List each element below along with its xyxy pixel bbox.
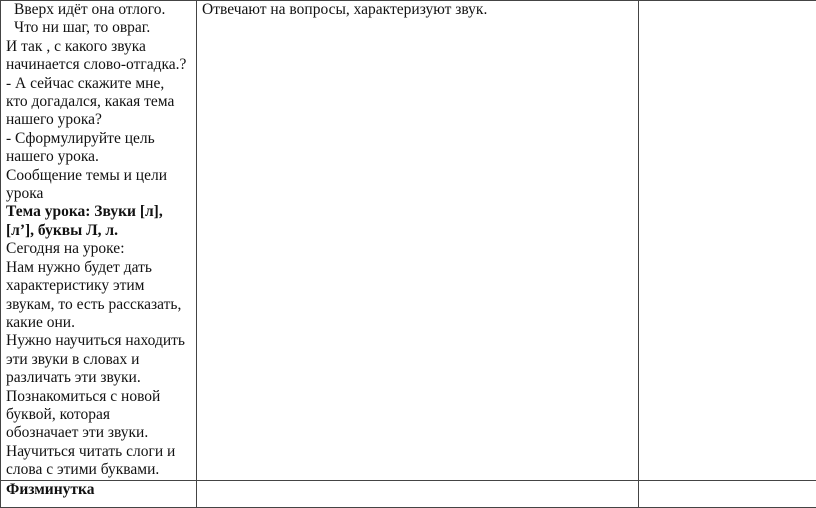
teacher-text-line: Что ни шаг, то овраг. [6,19,196,37]
teacher-text-line: кто догадался, какая тема [6,93,196,111]
student-activity-cell [197,1,639,481]
teacher-text-line: Нам нужно будет дать [6,259,196,277]
teacher-text-line: обозначает эти звуки. [6,424,196,442]
teacher-text-line: какие они. [6,314,196,332]
table-row [1,1,816,481]
teacher-text-line: И так , с какого звука [6,38,196,56]
teacher-text-line: звукам, то есть рассказать, [6,296,196,314]
notes-cell [639,1,816,481]
teacher-text-line: [л’], буквы Л, л. [6,222,196,240]
stage-cell [1,480,197,507]
teacher-text-line: нашего урока? [6,111,196,129]
teacher-text-line: эти звуки в словах и [6,351,196,369]
teacher-text-line: Нужно научиться находить [6,332,196,350]
teacher-text-line: нашего урока. [6,148,196,166]
student-activity-text: Отвечают на вопросы, характеризуют звук. [202,1,638,19]
teacher-text-line: Вверх идёт она отлого. [6,1,196,19]
teacher-text-line: Сегодня на уроке: [6,240,196,258]
teacher-activity-cell [1,1,197,481]
teacher-text-line: - А сейчас скажите мне, [6,75,196,93]
teacher-text-line: урока [6,185,196,203]
teacher-text-line: начинается слово-отгадка.? [6,56,196,74]
teacher-text-line: Сообщение темы и цели [6,167,196,185]
teacher-text-line: буквой, которая [6,406,196,424]
teacher-text-line: различать эти звуки. [6,369,196,387]
table-row [1,480,816,507]
teacher-text-line: Научиться читать слоги и [6,443,196,461]
teacher-text-line: - Сформулируйте цель [6,130,196,148]
stage-title: Физминутка [6,481,196,499]
stage-student-cell [197,480,639,507]
teacher-text-line: характеристику этим [6,277,196,295]
stage-notes-cell [639,480,816,507]
teacher-text-line: слова с этими буквами. [6,461,196,479]
teacher-text-line: Тема урока: Звуки [л], [6,203,196,221]
teacher-text-line: Познакомиться с новой [6,388,196,406]
